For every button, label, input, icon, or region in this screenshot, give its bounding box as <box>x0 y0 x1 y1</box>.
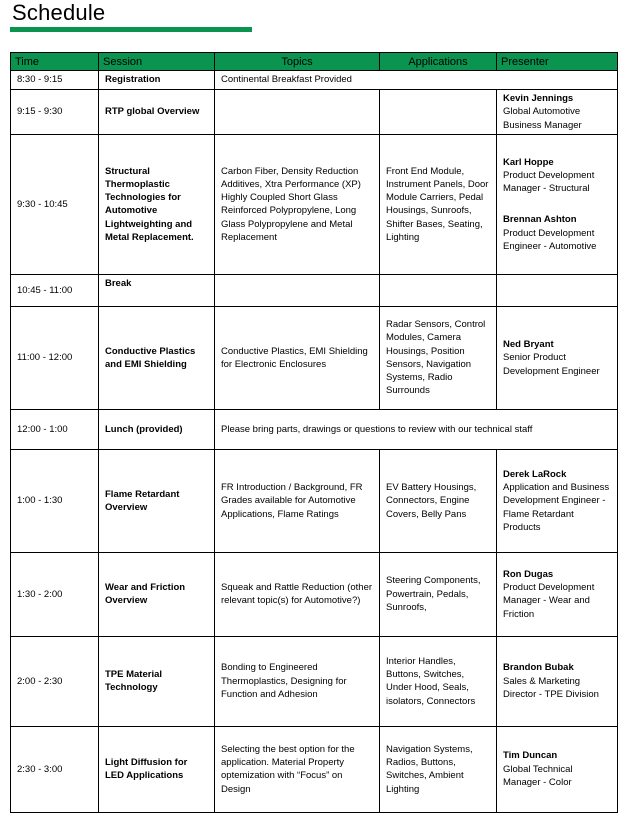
applications-cell: Interior Handles, Buttons, Switches, Under Hood, Seals, isolators, Connectors <box>380 636 497 726</box>
table-row <box>11 71 618 90</box>
presenter-role: Product Development Engineer - Automotive <box>503 227 597 252</box>
header-presenter: Presenter <box>497 53 618 71</box>
presenter-name: Karl Hoppe <box>503 156 554 168</box>
presenter-role: Global Automotive Business Manager <box>503 106 582 131</box>
presenter-name: Ned Bryant <box>503 338 554 350</box>
session-cell: Break <box>99 274 215 306</box>
session-cell: Conductive Plastics and EMI Shielding <box>99 306 215 409</box>
presenter-name: Ron Dugas <box>503 568 554 580</box>
session-cell: Wear and Friction Overview <box>99 552 215 636</box>
presenter-cell <box>497 90 618 135</box>
session-cell: Lunch (provided) <box>99 409 215 449</box>
presenter-cell <box>497 726 618 812</box>
time-cell: 9:30 - 10:45 <box>11 134 99 274</box>
topics-cell: Conductive Plastics, EMI Shielding for Electronic Enclosures <box>215 306 380 409</box>
presenter-role: Product Development Manager - Structural <box>503 169 595 195</box>
applications-cell: EV Battery Housings, Connectors, Engine Covers, Belly Pans <box>380 449 497 552</box>
session-cell: RTP global Overview <box>99 90 215 135</box>
topics-cell: Squeak and Rattle Reduction (other relevant topic(s) for Automotive?) <box>215 552 380 636</box>
presenter-name: Brandon Bubak <box>503 662 574 674</box>
topics-cell: Selecting the best option for the application. Material Property optemization with “Focus” on Design <box>215 726 380 812</box>
header-session: Session <box>99 53 215 71</box>
header-time: Time <box>11 53 99 71</box>
time-cell: 10:45 - 11:00 <box>11 274 99 306</box>
presenter-name: Kevin Jennings <box>503 93 574 104</box>
presenter-role: Global Technical Manager - Color <box>503 763 573 789</box>
presenter-name: Tim Duncan <box>503 750 558 762</box>
session-cell: Structural Thermoplastic Technologies for Automotive Lightweighting and Metal Replacement. <box>99 134 215 274</box>
topics-cell: Carbon Fiber, Density Reduction Additives, Xtra Performance (XP) Highly Coupled Short Glass Reinforced Polypropylene, Long Glass Polypropylene and Metal Replacement <box>215 134 380 274</box>
time-cell: 1:30 - 2:00 <box>11 552 99 636</box>
time-cell: 12:00 - 1:00 <box>11 409 99 449</box>
page-title: Schedule <box>12 0 106 25</box>
table-row <box>11 726 618 812</box>
topics-cell: Bonding to Engineered Thermoplastics, Designing for Function and Adhesion <box>215 636 380 726</box>
time-cell: 11:00 - 12:00 <box>11 306 99 409</box>
table-row <box>11 306 618 409</box>
presenter-cell <box>497 306 618 409</box>
applications-cell <box>380 274 497 306</box>
session-cell: TPE Material Technology <box>99 636 215 726</box>
presenter-cell <box>497 449 618 552</box>
topics-cell: Please bring parts, drawings or questions to review with our technical staff <box>215 409 618 449</box>
time-cell: 2:00 - 2:30 <box>11 636 99 726</box>
applications-cell: Front End Module, Instrument Panels, Door Module Carriers, Pedal Housings, Sunroofs, Shifter Bases, Seating, Lighting <box>380 134 497 274</box>
table-row <box>11 134 618 274</box>
applications-cell: Steering Components, Powertrain, Pedals, Sunroofs, <box>380 552 497 636</box>
topics-cell: FR Introduction / Background, FR Grades available for Automotive Applications, Flame Ratings <box>215 449 380 552</box>
header-topics: Topics <box>215 53 380 71</box>
table-row <box>11 90 618 135</box>
presenter-cell <box>497 636 618 726</box>
header-row <box>11 53 618 71</box>
session-cell: Light Diffusion for LED Applications <box>99 726 215 812</box>
table-row <box>11 552 618 636</box>
presenter-cell <box>497 274 618 306</box>
title-underline <box>10 27 252 32</box>
topics-cell <box>215 274 380 306</box>
time-cell: 9:15 - 9:30 <box>11 90 99 135</box>
table-row <box>11 449 618 552</box>
presenter-spacer <box>503 195 611 213</box>
applications-cell: Radar Sensors, Control Modules, Camera Housings, Position Sensors, Navigation Systems, Radio Surrounds <box>380 306 497 409</box>
applications-cell: Navigation Systems, Radios, Buttons, Switches, Ambient Lighting <box>380 726 497 812</box>
presenter-cell <box>497 552 618 636</box>
header-applications: Applications <box>380 53 497 71</box>
session-cell: Flame Retardant Overview <box>99 449 215 552</box>
table-row <box>11 409 618 449</box>
presenter-name: Brennan Ashton <box>503 214 577 226</box>
applications-cell <box>380 90 497 135</box>
presenter-role: Product Development Manager - Wear and Friction <box>503 582 595 620</box>
table-row <box>11 274 618 306</box>
table-row <box>11 636 618 726</box>
schedule-table <box>10 52 618 813</box>
presenter-role: Sales & Marketing Director - TPE Division <box>503 675 599 701</box>
session-cell: Registration <box>99 71 215 90</box>
time-cell: 8:30 - 9:15 <box>11 71 99 90</box>
time-cell: 2:30 - 3:00 <box>11 726 99 812</box>
presenter-cell <box>497 134 618 274</box>
presenter-role: Application and Business Development Engineer - Flame Retardant Products <box>503 481 610 533</box>
time-cell: 1:00 - 1:30 <box>11 449 99 552</box>
presenter-role: Senior Product Development Engineer <box>503 352 600 377</box>
topics-cell <box>215 90 380 135</box>
topics-cell: Continental Breakfast Provided <box>215 71 618 90</box>
presenter-name: Derek LaRock <box>503 468 567 480</box>
